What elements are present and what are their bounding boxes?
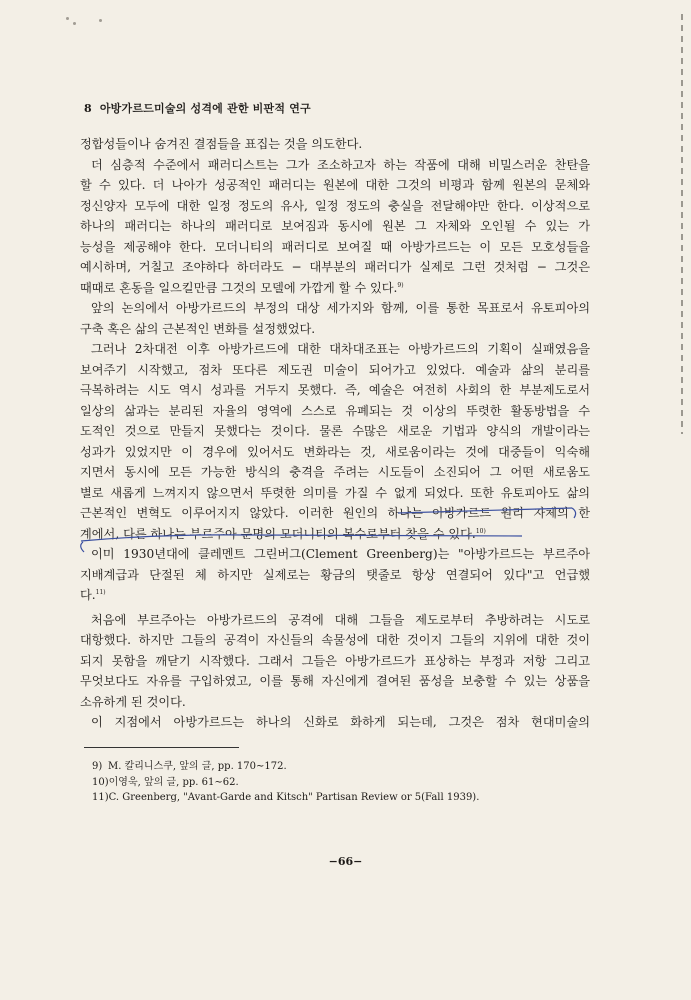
text-line-content: 정신양자 모두에 대한 일정 정도의 유사, 일정 정도의 충실을 전달해야만 한다. 이상적으로 bbox=[80, 198, 590, 213]
text-line bbox=[80, 380, 590, 401]
text-line-content: 예시하며, 거칠고 조야하다 하더라도 − 대부분의 패러디가 실제로 그런 것처럼 − 그것은 bbox=[80, 260, 590, 274]
text-line bbox=[80, 442, 590, 463]
text-line bbox=[80, 196, 590, 217]
text-line bbox=[80, 544, 590, 565]
text-line bbox=[80, 483, 590, 504]
text-line-content: 정합성들이나 숨겨진 결점들을 표집는 것을 의도한다. bbox=[80, 137, 363, 151]
text-line bbox=[80, 155, 590, 176]
text-line-content: 일상의 삶과는 분리된 자율의 영역에 스스로 유폐되는 것 이상의 뚜렷한 활동방법을 수 bbox=[80, 403, 590, 418]
text-line bbox=[80, 524, 590, 545]
text-line bbox=[80, 712, 590, 733]
text-line-content: 되지 못함을 깨닫기 시작했다. 그래서 그들은 아방가르드가 표상하는 부정과 저항 그리고 bbox=[80, 653, 590, 668]
text-line-content: 무엇보다도 자유를 구입하였고, 이를 통해 자신에게 결여된 품성을 보충할 수 있는 상품을 bbox=[80, 674, 590, 688]
text-line-content: 도적인 것으로 만들지 못했다는 것이다. 물론 수많은 새로운 기법과 양식의 개발이라는 bbox=[80, 424, 590, 438]
text-line bbox=[80, 585, 590, 606]
footnote-text: C. Greenberg, "Avant-Garde and Kitsch" Partisan Review or 5(Fall 1939). bbox=[108, 792, 480, 803]
text-line-content: 다. bbox=[80, 588, 96, 602]
running-head bbox=[84, 100, 311, 116]
footnote bbox=[92, 759, 512, 775]
text-line-content: 더 심층적 수준에서 패러디스트는 그가 조소하고자 하는 작품에 대해 비밀스러운 찬탄을 bbox=[91, 157, 590, 172]
text-line bbox=[80, 237, 590, 258]
footnotes bbox=[92, 759, 512, 806]
text-line-content: 앞의 논의에서 아방가르드의 부정의 대상 세가지와 함께, 이를 통한 목표로서 유토피아의 bbox=[91, 301, 590, 315]
text-line bbox=[80, 360, 590, 381]
text-line bbox=[80, 671, 590, 692]
text-line bbox=[80, 503, 590, 524]
footnote-ref: 11) bbox=[95, 589, 106, 596]
text-line bbox=[80, 692, 590, 713]
text-line-content: 할 수 있다. 더 나아가 성공적인 패러디는 원본에 대한 그것의 비평과 함께 원본의 문체와 bbox=[80, 178, 590, 192]
text-line bbox=[80, 134, 590, 155]
text-line bbox=[80, 298, 590, 319]
scan-speck bbox=[73, 22, 76, 25]
text-line-content: 보여주기 시작했고, 점차 또다른 제도권 미술이 되어가고 있었다. 예술과 삶의 분리를 bbox=[80, 362, 590, 377]
text-line bbox=[80, 278, 590, 299]
text-line bbox=[80, 216, 590, 237]
text-line-content: 근본적인 변혁도 이루어지지 않았다. 이러한 원인의 하나는 아방가르드 원리 자체의 한 bbox=[80, 506, 590, 520]
footnote-rule bbox=[84, 747, 239, 748]
running-head-title: 아방가르드미술의 성격에 관한 비판적 연구 bbox=[99, 102, 311, 115]
text-line bbox=[80, 175, 590, 196]
text-line-content: 소유하게 된 것이다. bbox=[80, 694, 186, 709]
text-line bbox=[80, 630, 590, 651]
text-line bbox=[80, 257, 590, 278]
text-line-content: 성과가 있었지만 이 경우에 있어서도 변화라는 것, 새로움이라는 것에 대중들이 익숙해 bbox=[80, 444, 590, 459]
running-head-page-number: 8 bbox=[84, 102, 92, 115]
text-line bbox=[80, 319, 590, 340]
text-line-content: 능성을 제공해야 한다. 모더니티의 패러디로 보여질 때 아방가르드는 이 모든 모호성들을 bbox=[80, 239, 590, 254]
text-line-content: 지배계급과 단절된 체 하지만 실제로는 황금의 탯줄로 항상 연결되어 있다"고 언급했 bbox=[80, 567, 590, 582]
text-line-content: 그러나 2차대전 이후 아방가르드에 대한 대차대조표는 아방가르드의 기획이 실패였음을 bbox=[91, 342, 590, 356]
text-line-content: 대항했다. 하지만 그들의 공격이 자신들의 속물성에 대한 것이지 그들의 지위에 대한 것이 bbox=[80, 633, 590, 647]
text-line-content: 구축 혹은 삶의 근본적인 변화를 설정했었다. bbox=[80, 321, 316, 336]
footnote bbox=[92, 790, 512, 806]
text-line-content: 처음에 부르주아는 아방가르드의 공격에 대해 그들을 제도로부터 추방하려는 시도로 bbox=[91, 612, 590, 627]
text-line-content: 극복하려는 시도 역시 성과를 거두지 못했다. 즉, 예술은 여전히 사회의 한 부분제도로서 bbox=[80, 383, 590, 397]
footnote-ref: 9) bbox=[397, 281, 404, 289]
text-line bbox=[80, 610, 590, 631]
text-line-content: 하나의 패러디는 하나의 패러디로 보여짐과 동시에 원본 그 자체와 오인될 수 있는 가 bbox=[80, 219, 590, 233]
text-line-content: 지면서 동시에 모든 가능한 방식의 충격을 주려는 시도들이 소진되어 그 어떤 새로움도 bbox=[80, 465, 590, 479]
text-line bbox=[80, 339, 590, 360]
text-line-content: 때때로 혼동을 일으킬만큼 그것의 모델에 가깝게 할 수 있다. bbox=[80, 280, 398, 295]
footnote-text: M. 칼리니스쿠, 앞의 글, pp. 170∼172. bbox=[108, 761, 287, 772]
body-text bbox=[80, 134, 590, 733]
footnote-text: 이영욱, 앞의 글, pp. 61∼62. bbox=[108, 776, 239, 788]
footnote-number: 9) bbox=[92, 761, 103, 772]
text-line-content: 별로 새롭게 느껴지지 않으면서 뚜렷한 의미를 가질 수 없게 되었다. 또한 유토피아도 삶의 bbox=[80, 485, 590, 500]
scan-speck bbox=[99, 19, 102, 22]
text-line bbox=[80, 401, 590, 422]
footnote bbox=[92, 775, 512, 791]
text-line bbox=[80, 565, 590, 586]
footnote-ref: 10) bbox=[475, 527, 486, 535]
text-line-content: 이미 1930년대에 클레멘트 그린버그(Clement Greenberg)는 "아방가르드는 부르주아 bbox=[91, 547, 590, 561]
page-number-footer: −66− bbox=[328, 855, 363, 868]
footnote-number: 11) bbox=[92, 792, 109, 803]
text-line-content: 계에서, 다른 하나는 부르주아 문명의 모더니티의 복수로부터 찾을 수 있다. bbox=[80, 526, 476, 541]
text-line bbox=[80, 462, 590, 483]
text-line bbox=[80, 421, 590, 442]
scan-speck bbox=[66, 17, 69, 20]
text-line-content: 이 지점에서 아방가르드는 하나의 신화로 화하게 되는데, 그것은 점차 현대미술의 bbox=[91, 715, 590, 729]
binding-edge bbox=[681, 14, 683, 434]
text-line bbox=[80, 651, 590, 672]
footnote-number: 10) bbox=[92, 776, 109, 788]
